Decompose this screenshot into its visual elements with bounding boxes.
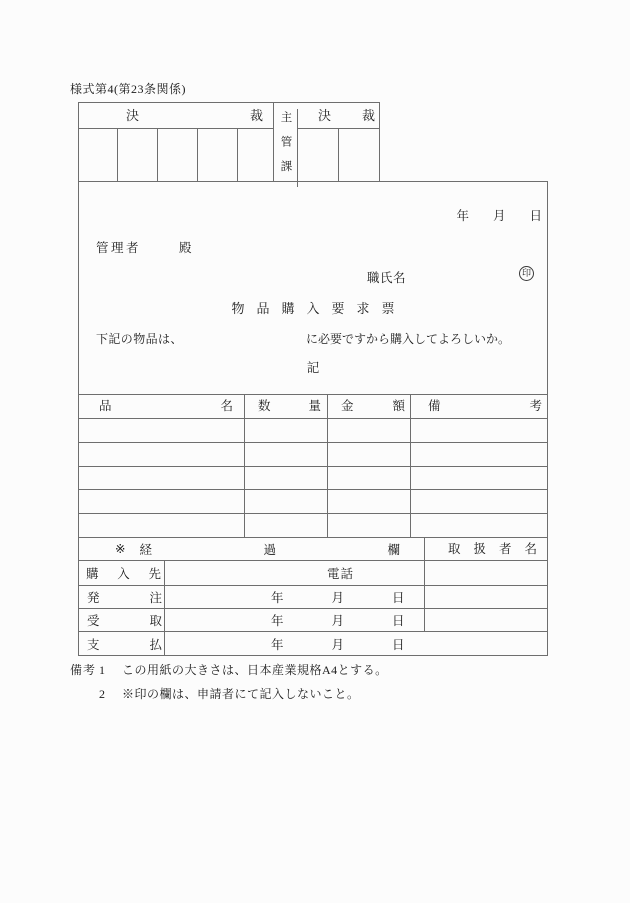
item-cell (245, 443, 328, 467)
handler-cell (425, 609, 547, 632)
approval-stamp-cell (158, 129, 198, 181)
reference-mark: ※ (115, 542, 126, 556)
item-cell (411, 514, 547, 538)
handler-cell (425, 586, 547, 609)
approval-header-right: 決 裁 (298, 103, 379, 129)
amount-header: 金 額 (328, 395, 411, 419)
purchase-from-label: 購 入 先 (79, 561, 165, 586)
approval-stamp-cell (79, 129, 118, 181)
year-label: 年 (271, 637, 284, 652)
form-number-label: 様式第4(第23条関係) (70, 82, 186, 96)
request-sentence (79, 330, 547, 346)
item-cell (245, 419, 328, 443)
day-label: 日 (392, 637, 405, 652)
record-marker: 記 (306, 361, 320, 375)
note-number: 1 (99, 663, 105, 677)
day-label: 日 (529, 209, 542, 223)
receive-date-cell (165, 609, 425, 632)
item-cell (79, 443, 245, 467)
progress-table (79, 538, 547, 655)
approval-table (78, 102, 380, 185)
approval-header-left: 決 裁 (79, 103, 274, 129)
item-cell (411, 490, 547, 514)
items-table (79, 394, 547, 538)
item-cell (79, 490, 245, 514)
month-label: 月 (331, 614, 345, 628)
progress-header-label: 経 過 欄 (139, 543, 400, 557)
day-label: 日 (392, 614, 405, 628)
item-cell (411, 443, 547, 467)
receive-label: 受 取 (79, 609, 165, 632)
item-cell (79, 419, 245, 443)
notes-section (70, 663, 550, 702)
phone-label: 電話 (327, 567, 355, 581)
honorific-label: 殿 (179, 241, 192, 255)
order-label: 発 注 (79, 586, 165, 609)
item-cell (79, 514, 245, 538)
year-label: 年 (271, 591, 284, 605)
item-cell (328, 467, 411, 491)
signature-name-label: 職氏名 (367, 271, 407, 285)
note-text: この用紙の大きさは、日本産業規格A4とする。 (122, 663, 388, 677)
date-line (456, 206, 542, 224)
approval-stamp-cell (118, 129, 158, 181)
notes-label: 備考 (70, 663, 97, 677)
approval-stamp-cell (339, 129, 379, 181)
month-label: 月 (331, 637, 345, 652)
request-prefix: 下記の物品は、 (96, 332, 183, 346)
item-cell (79, 467, 245, 491)
seal-icon: 印 (519, 266, 534, 281)
item-name-header: 品 名 (79, 395, 245, 419)
note-number: 2 (99, 687, 105, 701)
handler-name-header: 取 扱 者 名 (425, 538, 547, 561)
approval-stamp-cell (298, 129, 339, 181)
payment-label: 支 払 (79, 632, 165, 655)
order-date-cell (165, 586, 425, 609)
quantity-header: 数 量 (245, 395, 328, 419)
item-cell (411, 467, 547, 491)
main-form-box (78, 181, 548, 656)
item-cell (245, 514, 328, 538)
payment-date-cell (165, 632, 547, 655)
item-cell (245, 490, 328, 514)
month-label: 月 (492, 209, 506, 223)
item-cell (328, 419, 411, 443)
phone-cell (165, 561, 425, 586)
progress-header-cell (79, 538, 425, 561)
item-cell (328, 514, 411, 538)
approval-stamp-cell (238, 129, 274, 181)
item-cell (328, 443, 411, 467)
approval-stamp-cell (198, 129, 238, 181)
year-label: 年 (271, 614, 284, 628)
year-label: 年 (456, 209, 469, 223)
note-text: ※印の欄は、申請者にて記入しないこと。 (122, 687, 360, 701)
item-cell (411, 419, 547, 443)
addressee-line (96, 238, 192, 256)
notes-label-spacer (70, 687, 99, 702)
item-cell (245, 467, 328, 491)
remarks-header: 備 考 (411, 395, 547, 419)
handler-cell (425, 561, 547, 586)
request-suffix: に必要ですから購入してよろしいか。 (306, 332, 511, 346)
day-label: 日 (392, 591, 405, 605)
form-title: 物品購入要求票 (231, 301, 407, 316)
note-row (70, 663, 550, 678)
item-cell (328, 490, 411, 514)
approval-vertical-label: 主管課 (274, 109, 298, 187)
month-label: 月 (331, 591, 345, 605)
note-row (70, 687, 550, 702)
manager-label: 管理者 (96, 241, 142, 255)
